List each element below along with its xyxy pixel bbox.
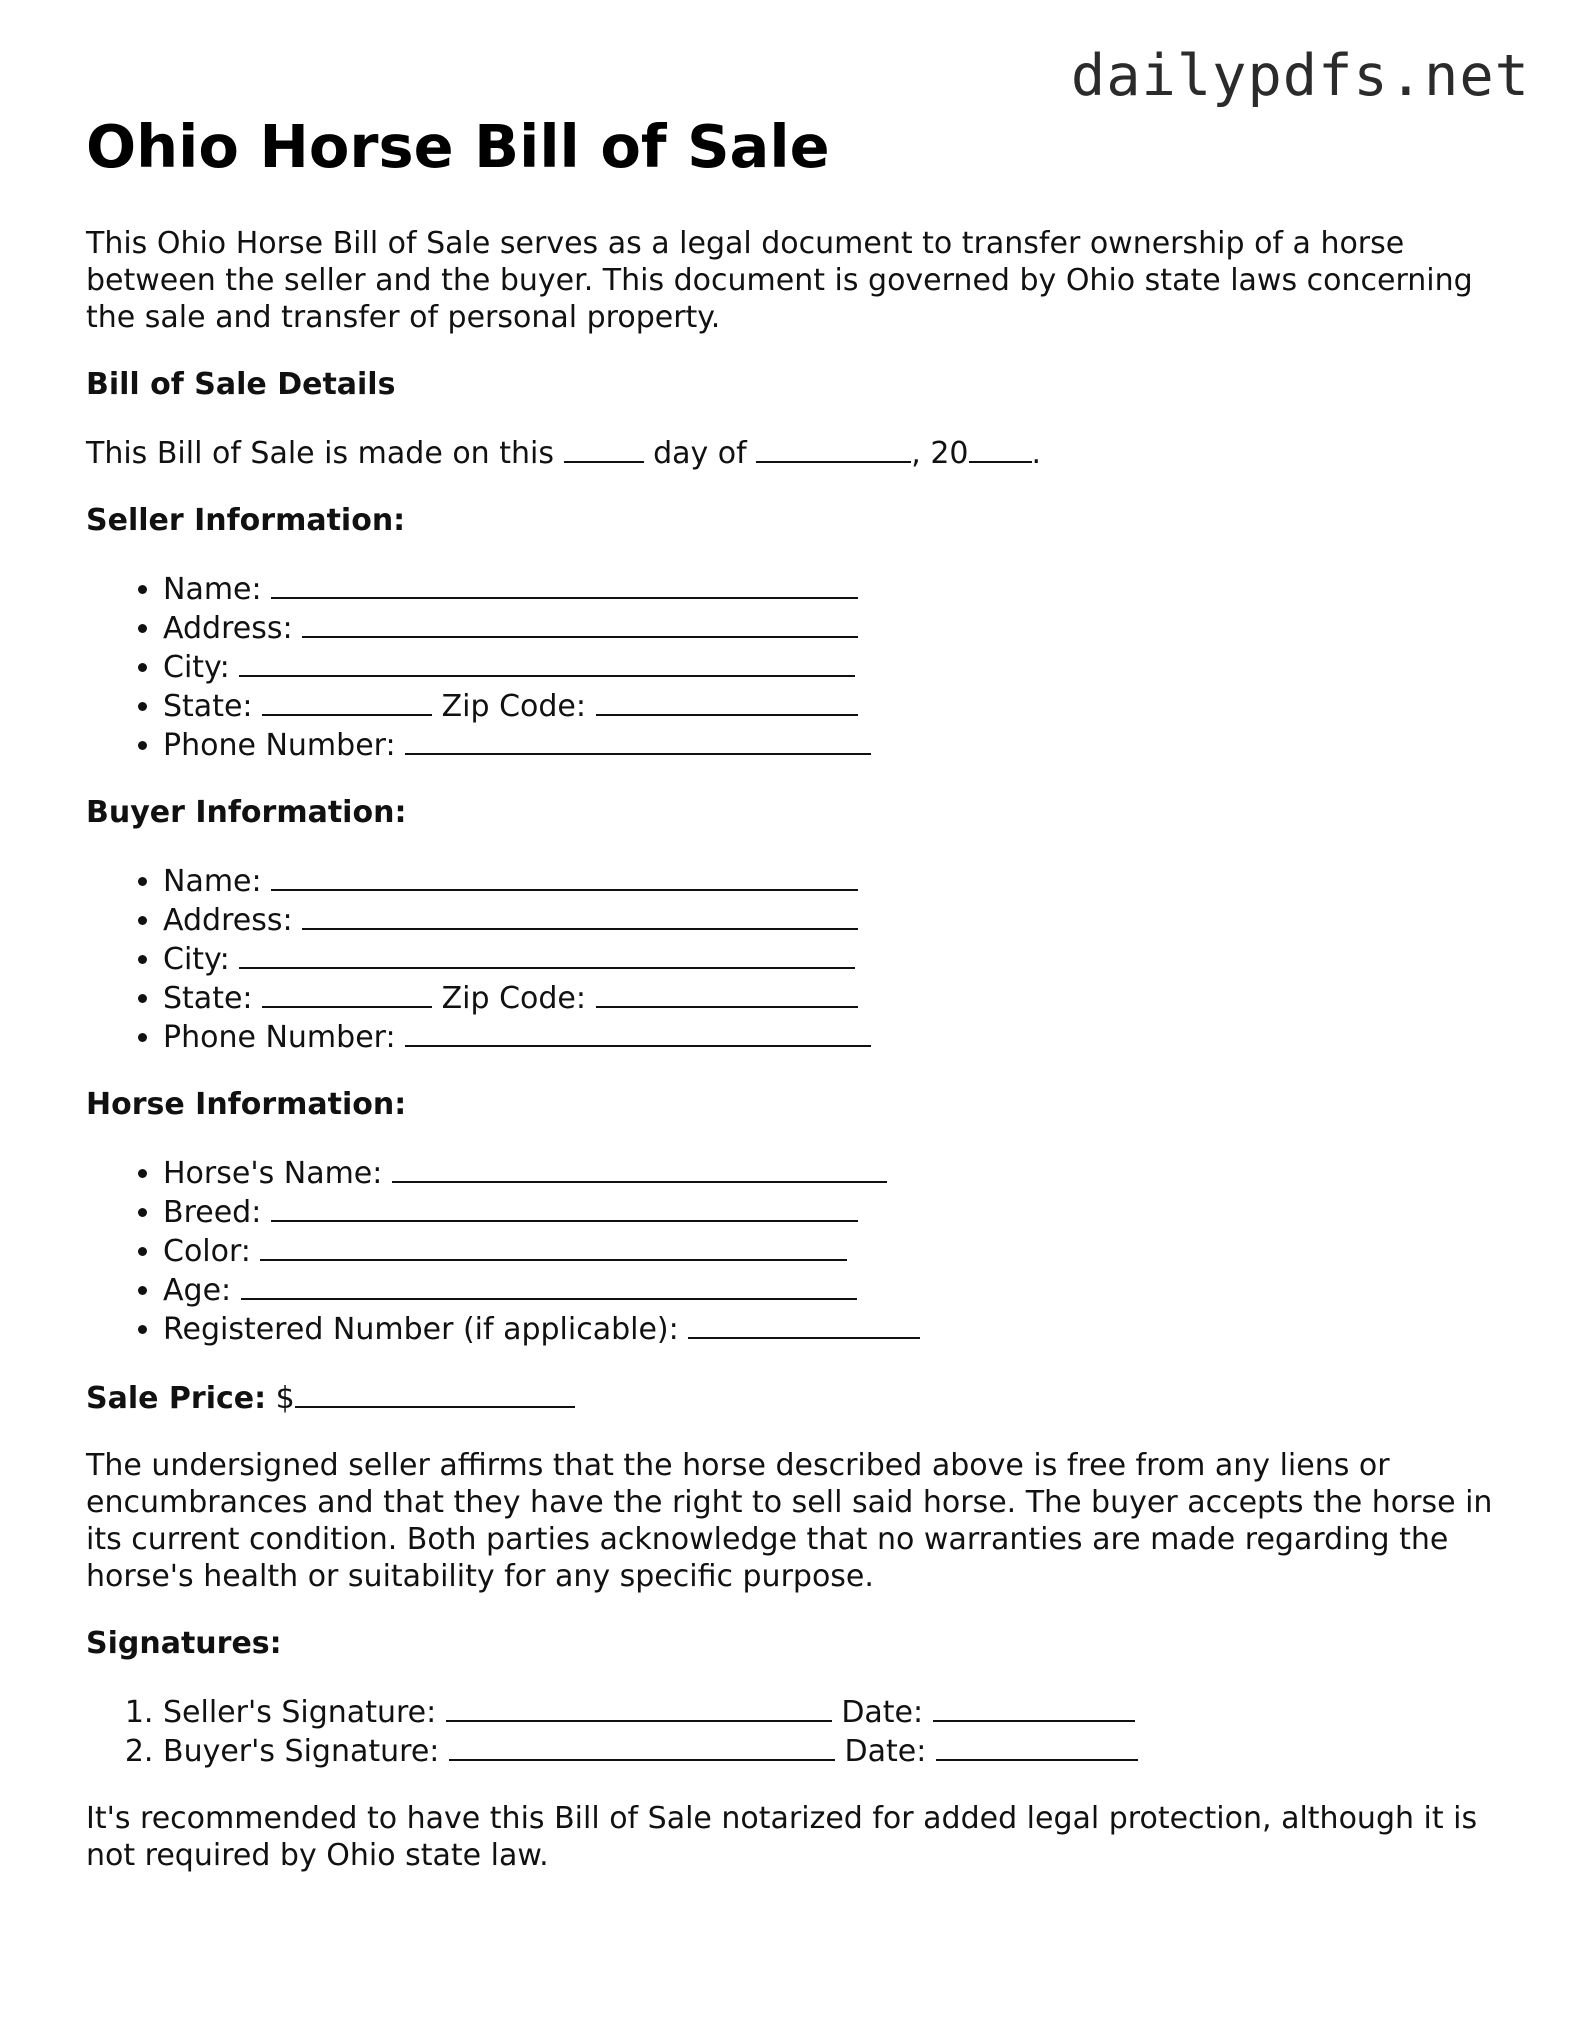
buyer-date-label: Date: [844,1734,927,1769]
buyer-date-field[interactable] [936,1731,1138,1761]
seller-zip-field[interactable] [596,686,858,716]
horse-breed-item [163,1192,1496,1231]
horse-age-field[interactable] [241,1270,857,1300]
intro-paragraph: This Ohio Horse Bill of Sale serves as a legal document to transfer ownership of a horse between the seller and the buyer. This document is governed by Ohio state laws concerning the sale and transfer of personal property. [86,226,1473,335]
currency-symbol: $ [275,1381,295,1416]
seller-address-item [163,608,1496,647]
sale-price-label: Sale Price: [86,1381,267,1416]
sale-date-text-4: . [1031,436,1042,471]
seller-date-label: Date: [841,1695,924,1730]
horse-name-item [163,1153,1496,1192]
buyer-list [86,861,1496,1056]
horse-registered-label: Registered Number (if applicable): [163,1312,679,1347]
horse-name-field[interactable] [392,1153,887,1183]
horse-name-label: Horse's Name: [163,1156,383,1191]
seller-city-item [163,647,1496,686]
seller-date-field[interactable] [933,1692,1135,1722]
buyer-phone-field[interactable] [405,1017,871,1047]
sale-price-field[interactable] [295,1378,575,1408]
buyer-signature-label: Buyer's Signature: [163,1734,440,1769]
seller-name-label: Name: [163,572,262,607]
seller-state-item [163,686,1496,725]
seller-state-field[interactable] [262,686,432,716]
seller-address-field[interactable] [302,608,858,638]
buyer-zip-field[interactable] [596,978,858,1008]
horse-color-label: Color: [163,1234,251,1269]
horse-breed-field[interactable] [271,1192,858,1222]
buyer-state-label: State: [163,981,253,1016]
page-title: Ohio Horse Bill of Sale [86,112,830,181]
seller-heading: Seller Information: [86,503,406,538]
seller-phone-field[interactable] [405,725,871,755]
horse-heading: Horse Information: [86,1087,407,1122]
buyer-phone-label: Phone Number: [163,1020,396,1055]
buyer-state-item [163,978,1496,1017]
sale-date-text-3: , 20 [911,436,969,471]
buyer-zip-label: Zip Code: [441,981,586,1016]
watermark: dailypdfs.net [1070,43,1530,109]
year-blank[interactable] [969,433,1032,463]
buyer-name-item [163,861,1496,900]
horse-color-item [163,1231,1496,1270]
horse-age-label: Age: [163,1273,232,1308]
buyer-state-field[interactable] [262,978,432,1008]
horse-registered-field[interactable] [688,1309,920,1339]
buyer-phone-item [163,1017,1496,1056]
signatures-heading: Signatures: [86,1626,282,1661]
seller-zip-label: Zip Code: [441,689,586,724]
day-blank[interactable] [564,433,644,463]
seller-state-label: State: [163,689,253,724]
seller-address-label: Address: [163,611,293,646]
buyer-city-label: City: [163,942,230,977]
seller-city-label: City: [163,650,230,685]
sale-date-line [86,433,1496,472]
buyer-city-field[interactable] [239,939,855,969]
buyer-name-label: Name: [163,864,262,899]
seller-signature-item [163,1692,1496,1731]
buyer-address-item [163,900,1496,939]
seller-signature-label: Seller's Signature: [163,1695,437,1730]
seller-list [86,569,1496,764]
document-page [86,110,1496,1874]
horse-breed-label: Breed: [163,1195,262,1230]
buyer-address-field[interactable] [302,900,858,930]
affirmation-paragraph: The undersigned seller affirms that the horse described above is free from any liens or encumbrances and that they have the right to sell said horse. The buyer accepts the horse in its current condition. Both parties acknowledge that no warranties are made regarding the horse's health or suitability for any specific purpose. [86,1448,1493,1594]
sale-price-line [86,1378,1496,1417]
horse-registered-item [163,1309,1496,1348]
buyer-signature-item [163,1731,1496,1770]
buyer-signature-field[interactable] [449,1731,835,1761]
seller-name-item [163,569,1496,608]
horse-color-field[interactable] [260,1231,847,1261]
month-blank[interactable] [756,433,911,463]
sale-date-text-1: This Bill of Sale is made on this [86,436,554,471]
buyer-address-label: Address: [163,903,293,938]
seller-phone-item [163,725,1496,764]
buyer-heading: Buyer Information: [86,795,407,830]
signatures-list [86,1692,1496,1770]
seller-name-field[interactable] [271,569,858,599]
notarization-note: It's recommended to have this Bill of Sale notarized for added legal protection, although it is not required by Ohio state law. [86,1801,1478,1873]
seller-signature-field[interactable] [446,1692,832,1722]
seller-phone-label: Phone Number: [163,728,396,763]
buyer-name-field[interactable] [271,861,858,891]
seller-city-field[interactable] [239,647,855,677]
details-heading: Bill of Sale Details [86,367,396,402]
horse-list [86,1153,1496,1348]
buyer-city-item [163,939,1496,978]
horse-age-item [163,1270,1496,1309]
sale-date-text-2: day of [653,436,747,471]
